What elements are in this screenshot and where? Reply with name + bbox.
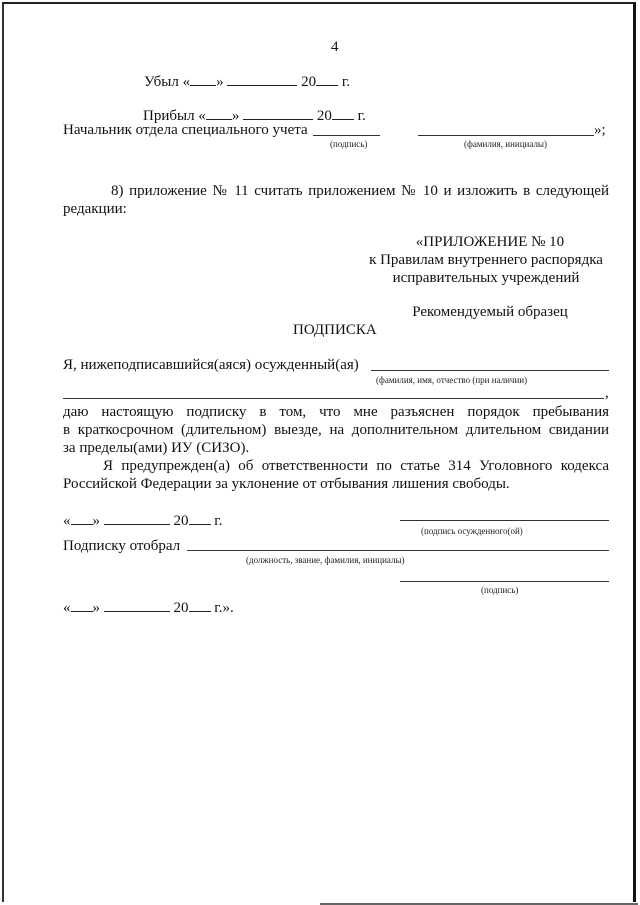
date2-day-blank — [71, 597, 93, 612]
date2-quote-close: » — [92, 600, 100, 616]
departed-year-prefix: 20 — [301, 74, 317, 90]
amendment-line-1: 8) приложение № 11 считать приложением № 10 и изложить в следующей — [111, 183, 609, 199]
arrived-quote-close: » — [231, 108, 240, 124]
departed-year-suffix: г. — [341, 74, 351, 90]
date2-year-blank — [189, 597, 211, 612]
para2-line-1: Я предупрежден(а) об ответственности по статье 314 Уголовного кодекса — [103, 458, 609, 474]
arrived-year-prefix: 20 — [316, 108, 332, 124]
convict-signature-line — [400, 520, 609, 521]
arrived-month-blank — [243, 105, 313, 120]
caption-name-initials: (фамилия, инициалы) — [464, 139, 547, 149]
chief-label: Начальник отдела специального учета — [63, 122, 308, 138]
date1-year-suffix: г. — [214, 513, 223, 529]
appendix-subtitle-line-3: исправительных учреждений — [392, 270, 580, 286]
recommended-sample-label: Рекомендуемый образец — [412, 304, 568, 320]
date1-year-blank — [189, 510, 211, 525]
arrived-label: Прибыл « — [143, 108, 206, 124]
intro-text: Я, нижеподписавшийся(аяся) осужденный(ая) — [63, 357, 359, 373]
appendix-title: «ПРИЛОЖЕНИЕ № 10 — [415, 234, 565, 250]
date1-quote-close: » — [92, 513, 100, 529]
departed-month-blank — [227, 71, 297, 86]
chief-signature-line — [313, 135, 380, 136]
taken-by-line — [187, 550, 609, 551]
caption-position: (должность, звание, фамилия, инициалы) — [246, 555, 405, 565]
date-line-1 — [63, 510, 222, 530]
caption-officer-signature: (подпись) — [481, 585, 519, 595]
date1-quote-open: « — [63, 513, 71, 529]
form-title: ПОДПИСКА — [293, 322, 377, 338]
para1-line-1: даю настоящую подписку в том, что мне разъяснен порядок пребывания — [63, 404, 609, 420]
arrived-year-blank — [332, 105, 354, 120]
date1-day-blank — [71, 510, 93, 525]
fio-line — [371, 370, 609, 371]
caption-fio: (фамилия, имя, отчество (при наличии) — [376, 375, 528, 385]
para2-line-2: Российской Федерации за уклонение от отбывания лишения свободы. — [63, 476, 510, 492]
appendix-subtitle-line-2: к Правилам внутреннего распорядка — [369, 252, 603, 268]
departed-label: Убыл « — [144, 74, 191, 90]
date2-year-prefix: 20 — [173, 600, 189, 616]
amendment-line-2: редакции: — [63, 201, 127, 217]
para1-line-2: в краткосрочном (длительном) выезде, на дополнительном длительном свидании — [63, 422, 609, 438]
date2-month-blank — [104, 597, 170, 612]
arrived-day-blank — [206, 105, 232, 120]
para1-line-3: за пределы(ами) ИУ (СИЗО). — [63, 440, 250, 456]
date1-year-prefix: 20 — [173, 513, 189, 529]
caption-convict-signature: (подпись осужденного(ой) — [421, 526, 523, 536]
fio-continuation-line — [63, 398, 604, 399]
date-line-2 — [63, 597, 234, 617]
date1-month-blank — [104, 510, 170, 525]
caption-signature: (подпись) — [330, 139, 368, 149]
page-number: 4 — [331, 39, 339, 55]
taken-by-label: Подписку отобрал — [63, 538, 181, 554]
fio-comma: , — [605, 385, 609, 401]
chief-name-line — [418, 135, 594, 136]
departed-line — [144, 71, 350, 91]
departed-day-blank — [190, 71, 216, 86]
chief-end-punct: »; — [594, 122, 606, 138]
date2-quote-open: « — [63, 600, 71, 616]
departed-year-blank — [316, 71, 338, 86]
arrived-year-suffix: г. — [357, 108, 366, 124]
departed-quote-close: » — [216, 74, 224, 90]
officer-signature-line — [400, 581, 609, 582]
date2-year-suffix: г.». — [214, 600, 234, 616]
